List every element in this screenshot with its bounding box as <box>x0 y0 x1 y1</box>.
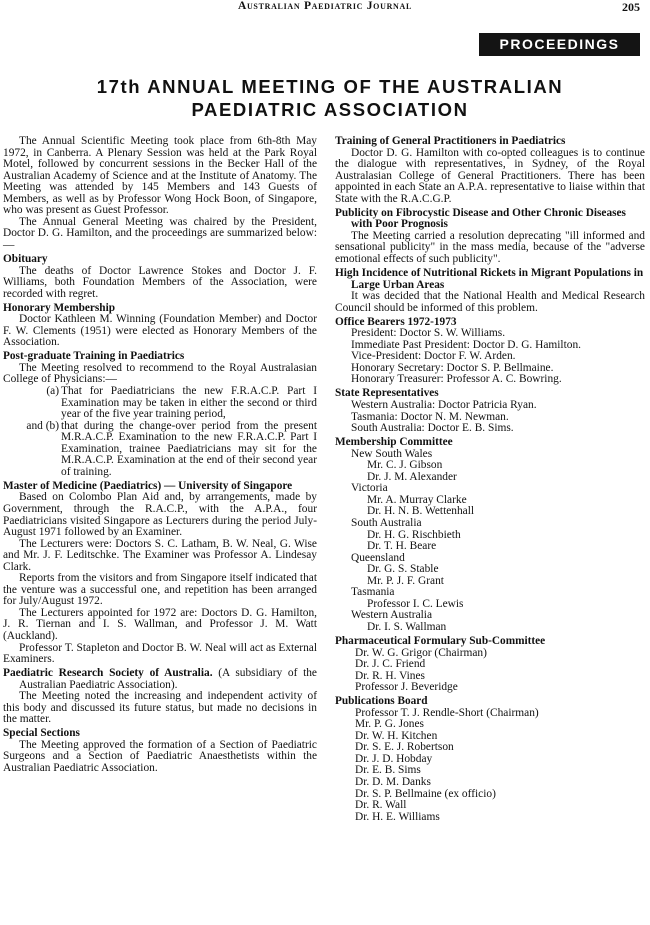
resolution-item-a <box>3 386 317 421</box>
running-head <box>0 0 650 18</box>
membership-member: Dr. G. S. Stable <box>367 563 439 576</box>
right-column <box>335 136 645 823</box>
title-line-2: PAEDIATRIC ASSOCIATION <box>191 99 469 120</box>
publicity-paragraph: The Meeting carried a resolution deprecating "ill informed and sensational publicity" in the mass media, because of the "adverse emotional effects of such publicity". <box>335 229 645 265</box>
resolution-item-a-marker: (a) <box>46 384 59 397</box>
office-bearer: Vice-President: Doctor F. W. Arden. <box>351 350 516 363</box>
pharma-member: Professor J. Beveridge <box>355 681 458 694</box>
left-column <box>3 136 317 775</box>
membership-member: Dr. J. M. Alexander <box>367 470 457 483</box>
rickets-paragraph: It was decided that the National Health and Medical Research Council should be informed of this problem. <box>335 290 645 314</box>
master-paragraph-5: Professor T. Stapleton and Doctor B. W. Neal will act as External Examiners. <box>3 641 317 666</box>
membership-member: Mr. P. J. F. Grant <box>367 574 444 587</box>
state-representative: Western Australia: Doctor Patricia Ryan. <box>351 399 537 412</box>
master-paragraph-3: Reports from the visitors and from Singapore itself indicated that the venture was a successful one, and repetition has been arranged for July/August 1972. <box>3 572 317 608</box>
journal-name: Australian Paediatric Journal <box>237 0 413 12</box>
article-title <box>40 75 620 121</box>
resolution-item-b-marker: and (b) <box>26 419 59 432</box>
research-society-heading: Paediatric Research Society of Australia. <box>3 667 213 680</box>
membership-member: Mr. A. Murray Clarke <box>367 493 467 506</box>
membership-member: Dr. H. N. B. Wettenhall <box>367 505 475 518</box>
office-bearer: Honorary Secretary: Doctor S. P. Bellmaine. <box>351 361 554 374</box>
office-bearer: Immediate Past President: Doctor D. G. Hamilton. <box>351 338 581 351</box>
pharma-member: Dr. J. C. Friend <box>355 658 426 671</box>
state-representatives-heading: State Representatives <box>335 387 439 400</box>
membership-state: Western Australia <box>351 609 433 622</box>
membership-state: New South Wales <box>351 447 433 460</box>
publications-member: Mr. P. G. Jones <box>355 718 424 731</box>
pharma-member: Dr. W. G. Grigor (Chairman) <box>355 646 487 659</box>
pharma-member: Dr. R. H. Vines <box>355 669 425 682</box>
publications-member: Dr. R. Wall <box>355 799 407 812</box>
publications-member: Dr. S. P. Bellmaine (ex officio) <box>355 787 496 800</box>
section-banner: PROCEEDINGS <box>479 33 640 56</box>
master-paragraph-2: The Lecturers were: Doctors S. C. Latham, B. W. Neal, G. Wise and Mr. J. F. Leditschke. The Examiner was Professor A. Lindesay Clark. <box>3 537 317 573</box>
title-line-1: 17th ANNUAL MEETING OF THE AUSTRALIAN <box>96 76 564 97</box>
obituary-heading: Obituary <box>3 252 48 265</box>
resolution-item-a-text: That for Paediatricians the new F.R.A.C.P. Part I Examination may be taken in either the second or third year of the five year training period, <box>61 384 317 421</box>
master-paragraph-1: Based on Colombo Plan Aid and, by arrangements, made by Government, through the R.A.C.P., with the A.P.A., four Paediatricians visited Singapore as Lecturers during the period July-August 1971 followed by an Examiner. <box>3 491 317 539</box>
membership-state: South Australia <box>351 517 422 529</box>
honorary-membership-heading: Honorary Membership <box>3 301 116 314</box>
publications-member: Dr. S. E. J. Robertson <box>355 741 454 754</box>
postgrad-training-paragraph: The Meeting resolved to recommend to the Royal Australasian College of Physicians:— <box>3 361 317 386</box>
rickets-heading: High Incidence of Nutritional Rickets in Migrant Populations in Large Urban Areas <box>335 267 644 291</box>
membership-state: Tasmania <box>351 586 395 599</box>
publications-member: Dr. D. M. Danks <box>355 776 431 789</box>
special-sections-paragraph: The Meeting approved the formation of a Section of Paediatric Surgeons and a Section of Paediatric Anaesthetists within the Australian Paediatric Association. <box>3 738 317 774</box>
master-paragraph-4: The Lecturers appointed for 1972 are: Doctors D. G. Hamilton, J. R. Tiernan and I. S. Wallman, and Professor J. M. Watt (Auckland). <box>3 606 317 642</box>
publicity-heading: Publicity on Fibrocystic Disease and Other Chronic Diseases with Poor Prognosis <box>335 206 626 231</box>
publications-member: Dr. J. D. Hobday <box>355 752 433 765</box>
honorary-membership-paragraph: Doctor Kathleen M. Winning (Foundation Member) and Doctor F. W. Clements (1951) were elected as Honorary Members of the Association. <box>3 313 317 349</box>
resolution-item-b <box>3 421 317 479</box>
gp-training-paragraph: Doctor D. G. Hamilton with co-opted colleagues is to continue the dialogue with representatives, in Sydney, of the Royal Australasian College of General Practitioners. There has been appointed in each State an A.P.A. representative to liaise within that State with the R.A.C.G.P. <box>335 146 645 205</box>
master-of-medicine-heading: Master of Medicine (Paediatrics) — University of Singapore <box>3 479 293 492</box>
research-society-subtitle: (A subsidiary of the Australian Paediatric Association). <box>19 667 317 691</box>
postgrad-training-heading: Post-graduate Training in Paediatrics <box>3 350 185 363</box>
special-sections-heading: Special Sections <box>3 727 80 740</box>
membership-state: Victoria <box>351 482 388 495</box>
pharmaceutical-formulary-heading: Pharmaceutical Formulary Sub-Committee <box>335 634 546 647</box>
intro-paragraph: The Annual Scientific Meeting took place from 6th-8th May 1972, in Canberra. A Plenary Session was held at the Park Royal Motel, followed by concurrent sessions in the Becker Hall of the Australian Academy of Science and at the Institute of Anatomy. The Meeting was attended by 145 Members and 143 Guests of Members, as well as by Professor Wong Hock Boon, of Singapore, who was present as Guest Professor. <box>3 135 317 217</box>
publications-member: Dr. E. B. Sims <box>355 764 421 777</box>
publications-board-heading: Publications Board <box>335 695 428 708</box>
publications-member: Dr. H. E. Williams <box>355 810 440 823</box>
obituary-paragraph: The deaths of Doctor Lawrence Stokes and Doctor J. F. Williams, both Foundation Members of the Association, were recorded with regret. <box>3 264 317 300</box>
state-representative: Tasmania: Doctor N. M. Newman. <box>351 410 509 423</box>
office-bearer: Honorary Treasurer: Professor A. C. Bowring. <box>351 373 562 386</box>
gp-training-heading: Training of General Practitioners in Paediatrics <box>335 135 566 147</box>
membership-member: Dr. T. H. Beare <box>367 540 437 553</box>
agm-paragraph: The Annual General Meeting was chaired by the President, Doctor D. G. Hamilton, and the proceedings are summarized below:— <box>3 215 317 251</box>
state-representative: South Australia: Doctor E. B. Sims. <box>351 422 514 435</box>
membership-member: Dr. H. G. Rischbieth <box>367 528 461 541</box>
office-bearer: President: Doctor S. W. Williams. <box>351 327 506 340</box>
page-number: 205 <box>622 0 640 14</box>
research-society-paragraph: The Meeting noted the increasing and independent activity of this body and discussed its future status, but made no decisions in the matter. <box>3 690 317 726</box>
membership-state: Queensland <box>351 551 405 564</box>
office-bearers-heading: Office Bearers 1972-1973 <box>335 315 457 328</box>
membership-member: Dr. I. S. Wallman <box>367 620 447 633</box>
membership-member: Mr. C. J. Gibson <box>367 459 443 472</box>
publications-member: Professor T. J. Rendle-Short (Chairman) <box>355 706 539 719</box>
membership-member: Professor I. C. Lewis <box>367 597 464 610</box>
membership-committee-heading: Membership Committee <box>335 436 453 449</box>
publications-member: Dr. W. H. Kitchen <box>355 729 438 742</box>
research-society-lead <box>3 668 317 691</box>
resolution-item-b-text: that during the change-over period from the present M.R.A.C.P. Examination to the new F.R.A.C.P. Part I Examination, trainee Paediatricians may sit for the M.R.A.C.P. Examination at the end of their second year of training. <box>61 419 317 478</box>
